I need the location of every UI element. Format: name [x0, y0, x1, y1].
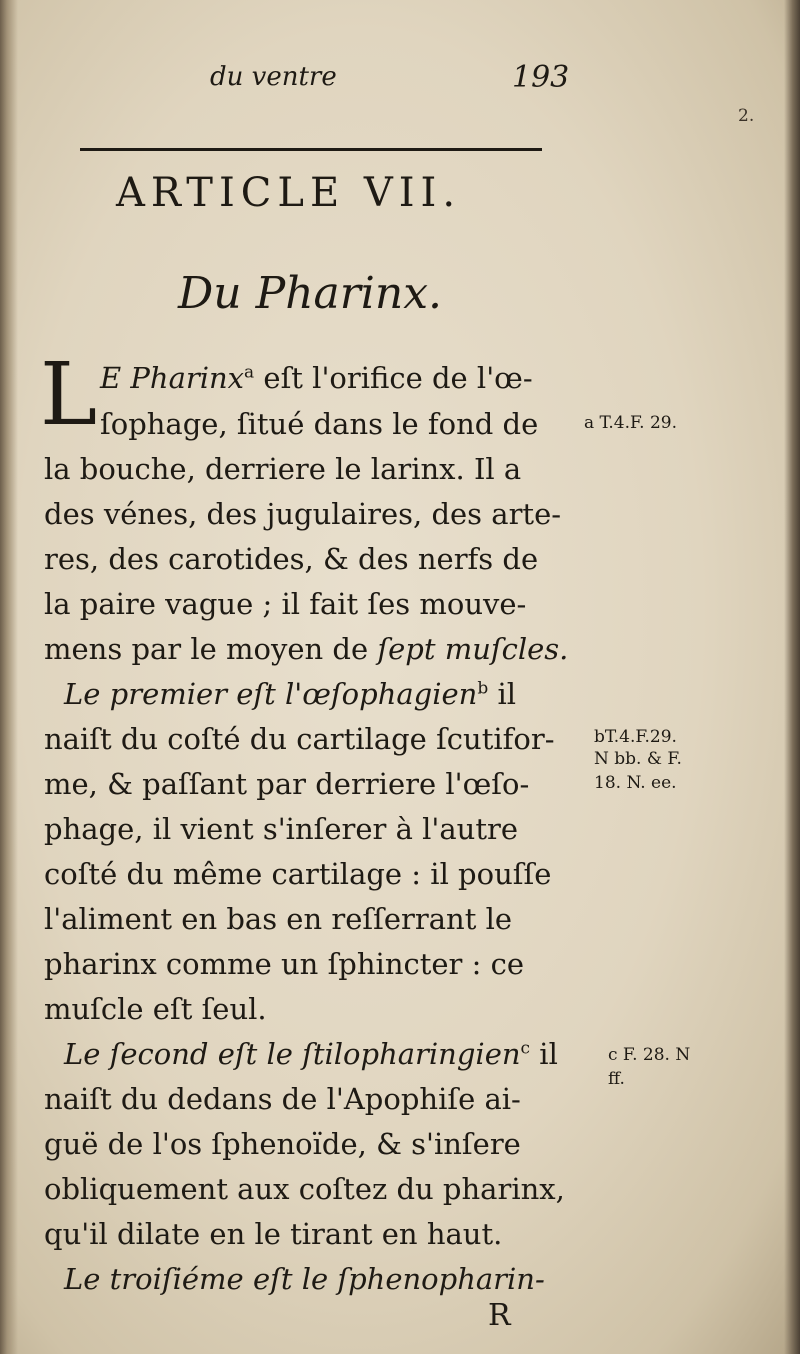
text-span: mens par le moyen de [44, 632, 378, 666]
margin-note-b-line1: bT.4.F.29. [594, 727, 677, 747]
text-line: guë de l'os ſphenoïde, & s'inſere [44, 1127, 521, 1161]
text-line: Le troiſiéme eſt le ſphenopharin- [64, 1262, 545, 1296]
text-line: me, & paſſant par derriere l'œſo- [44, 767, 530, 801]
margin-note-b-line2: N bb. & F. [594, 749, 682, 769]
text-line: ſophage, ſitué dans le fond de [100, 407, 539, 441]
text-line [64, 1034, 558, 1074]
section-title: Du Pharinx. [178, 268, 443, 319]
text-line [64, 674, 516, 714]
page-left-edge [0, 0, 18, 1354]
page-right-edge [784, 0, 800, 1354]
margin-note-c-line2: ff. [608, 1069, 625, 1089]
text-line: naiſt du dedans de l'Apophiſe ai- [44, 1082, 521, 1116]
term-sept-muscles: ſept muſcles. [377, 632, 569, 666]
text-line [44, 629, 568, 669]
term-stilopharingien: Le ſecond eſt le ſtilopharingien [64, 1037, 521, 1071]
text-line: res, des carotides, & des nerfs de [44, 542, 539, 576]
text-span: il [488, 677, 517, 711]
text-line [100, 358, 533, 398]
text-line: des vénes, des jugulaires, des arte- [44, 497, 562, 531]
header-rule [80, 148, 542, 151]
signature-mark: R [488, 1298, 511, 1333]
text-span: eſt l'orifice de l'œ- [254, 361, 533, 395]
margin-note-b-line3: 18. N. ee. [594, 773, 677, 793]
page-number: 193 [512, 60, 570, 95]
text-line: la bouche, derriere le larinx. Il a [44, 452, 522, 486]
text-line: muſcle eſt ſeul. [44, 992, 267, 1026]
text-line: l'aliment en bas en reſſerrant le [44, 902, 513, 936]
footnote-marker: a [244, 362, 255, 383]
text-line: la paire vague ; il fait ſes mouve- [44, 587, 527, 621]
article-title: ARTICLE VII. [116, 170, 462, 216]
text-line: obliquement aux coſtez du pharinx, [44, 1172, 565, 1206]
text-line: naiſt du coſté du cartilage ſcutifor- [44, 722, 555, 756]
drop-cap: L [40, 345, 98, 445]
margin-note-c-line1: c F. 28. N [608, 1045, 691, 1065]
corner-mark: 2. [738, 106, 755, 126]
footnote-marker: c [520, 1038, 531, 1059]
text-span: il [530, 1037, 558, 1071]
text-line: qu'il dilate en le tirant en haut. [44, 1217, 503, 1251]
footnote-marker: b [477, 678, 489, 699]
term-oesophagien: Le premier eſt l'œſophagien [64, 677, 478, 711]
text-line: phage, il vient s'inſerer à l'autre [44, 812, 519, 846]
text-line: coſté du même cartilage : il pouſſe [44, 857, 552, 891]
running-head: du ventre [210, 62, 337, 92]
margin-note-a: a T.4.F. 29. [584, 413, 677, 433]
text-line: pharinx comme un ſphincter : ce [44, 947, 525, 981]
term-pharinx: E Pharinx [100, 361, 245, 395]
